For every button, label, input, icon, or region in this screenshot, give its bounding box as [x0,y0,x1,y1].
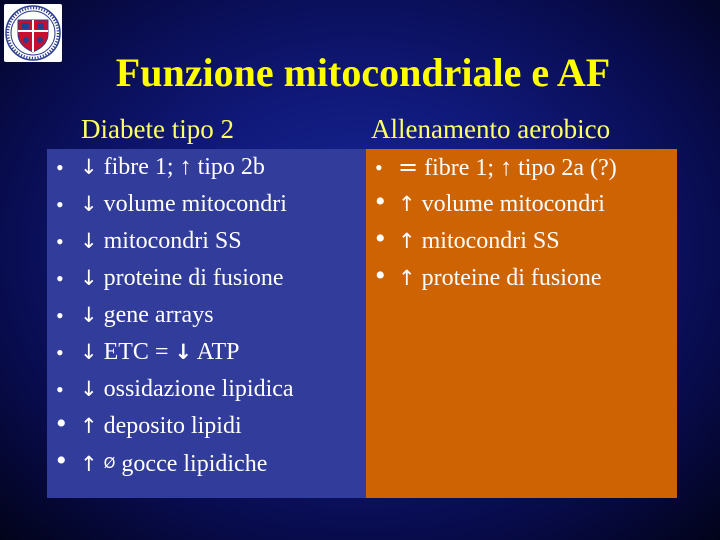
bullet-icon: • [375,185,386,218]
bullet-icon: • [375,259,386,292]
bullet-icon: • [56,266,64,291]
bullet-icon: • [375,222,386,255]
arrow-down-icon: ↓ [80,155,98,179]
item-text: gocce lipidiche [121,451,268,477]
column-header-diabete: Diabete tipo 2 [81,114,234,144]
arrow-down-icon: ↓ [80,266,98,290]
item-text: gene arrays [103,302,214,328]
diameter-symbol: Ø [103,454,116,472]
arrow-down-icon: ↓ [80,377,98,401]
item-text: volume mitocondri [421,191,605,217]
item-text: fibre 1; ↑ tipo 2a (?) [424,155,617,181]
item-text: deposito lipidi [103,413,242,439]
list-item [366,260,677,297]
bullet-icon: • [56,444,67,477]
item-text: mitocondri SS [103,228,242,254]
item-text: mitocondri SS [421,228,560,254]
list-item [47,408,366,445]
list-item [47,149,366,186]
arrow-up-icon: ↑ [80,452,98,476]
list-item [47,223,366,260]
list-item [366,223,677,260]
arrow-down-icon: ↓ [80,340,98,364]
list-item [47,186,366,223]
column-header-allenamento: Allenamento aerobico [371,114,611,144]
diabete-list [47,149,366,482]
arrow-up-icon: ↑ [398,229,416,253]
bullet-icon: • [56,303,64,328]
slide-title: Funzione mitocondriale e AF [115,50,611,95]
list-item [47,260,366,297]
list-item [47,334,366,371]
item-text: fibre 1; ↑ tipo 2b [103,154,265,180]
arrow-down-icon: ↓ [80,192,98,216]
arrow-down-icon: ↓ [80,229,98,253]
item-text: ETC = [103,339,175,365]
arrow-down-icon: ↓ [80,303,98,327]
bullet-icon: • [56,340,64,365]
item-text: proteine di fusione [421,265,602,291]
item-text: volume mitocondri [103,191,287,217]
bullet-icon: • [56,155,64,180]
item-text: proteine di fusione [103,265,284,291]
bullet-icon: • [56,407,67,440]
list-item [366,186,677,223]
arrow-down-icon: ↓ [174,340,193,364]
list-item [47,297,366,334]
equals-icon: = [398,153,419,181]
arrow-up-icon: ↑ [80,414,98,438]
arrow-up-icon: ↑ [398,192,416,216]
allenamento-list [366,149,677,297]
item-text: ATP [196,339,240,365]
list-item [366,149,677,186]
bullet-icon: • [56,377,64,402]
bullet-icon: • [56,192,64,217]
item-text: ossidazione lipidica [103,376,294,402]
arrow-up-icon: ↑ [398,266,416,290]
list-item [47,371,366,408]
bullet-icon: • [56,229,64,254]
list-item [47,445,366,482]
bullet-icon: • [375,155,383,180]
